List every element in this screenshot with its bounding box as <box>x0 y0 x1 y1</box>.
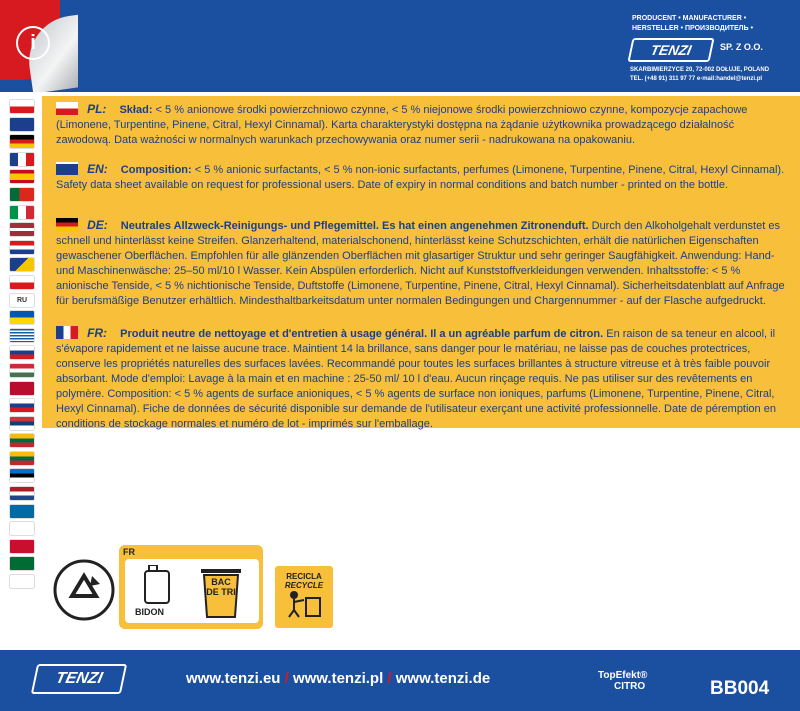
flag-pt-icon <box>10 188 34 201</box>
flag-lt-icon <box>10 434 34 447</box>
page-curl <box>0 0 78 92</box>
flag-ba-icon <box>10 258 34 271</box>
flag-es-icon <box>10 170 34 183</box>
url-separator: / <box>284 670 289 687</box>
flag-de-icon <box>56 218 78 231</box>
lang-text: < 5 % anionowe środki powierzchniowo czynne, < 5 % niejonowe środki powierzchniowo czynne, kompozycje zapachowe (Limonene, Turpentine, Pinene, Citral, Hexyl Cinnamal). Karta charakterystyki dostępna na żądanie użytkownika prowadzącego działalność zawodową. Data ważności w normalnych warunkach przechowywania oraz numer serii - nadrukowana na opakowaniu. <box>56 104 748 146</box>
flag-se-icon <box>10 505 34 518</box>
product-code: BB004 <box>710 678 770 699</box>
flag-dk-icon <box>10 540 34 553</box>
flag-cz-icon <box>10 276 34 289</box>
bac-de-tri-label: BAC DE TRI <box>206 577 236 597</box>
url-eu-link[interactable]: www.tenzi.eu <box>186 670 281 687</box>
recycle-label: RECYCLE <box>284 581 324 590</box>
company-suffix: SP. Z O.O. <box>720 42 763 52</box>
recicla-label: RECICLA <box>286 572 322 581</box>
lang-code: PL: <box>87 102 107 116</box>
flag-fr-icon <box>56 326 78 339</box>
lang-section-fr <box>56 326 786 432</box>
lang-code: DE: <box>87 218 108 232</box>
lang-text: En raison de sa teneur en alcool, il s'évapore rapidement et ne laisse aucune trace. Maintient 14 la brillance, sans danger pour le matériau, ne laisse pas de couches protectrices, conserve les propriétés naturelles des surfaces lavées. Recommandé pour toutes les surfaces brillantes à structure vitreuse et à très faible pouvoir absorbant. Mode d'emploi: Lavage à la main et en machine : 25-50 ml/ 10 l d'eau. Aucun rinçage requis. Ne pas utiliser sur des revêtements en polymère. Composition: < 5 % agents de surface anioniques, < 5 % agents de surface non ioniques, parfums (Limonene, Turpentine, Pinene, Citral, Hexyl Cinnamal). Fiche de données de sécurité disponible sur demande de l'utilisateur exerçant une activité professionnelle. Date de péremption en conditions de stockage normales et numéro de lot - imprimés sur l'emballage. <box>56 328 776 430</box>
lang-bold: Composition: <box>120 164 192 176</box>
flag-sidebar <box>10 100 34 593</box>
lang-code: EN: <box>87 162 108 176</box>
lang-bold: Produit neutre de nettoyage et d'entretien à usage général. Il a un agréable parfum de citron. <box>120 328 604 340</box>
product-line: TopEfekt® <box>598 670 648 681</box>
fr-sorting-box <box>119 545 263 629</box>
recicla-box <box>275 566 333 628</box>
tenzi-logo: TENZI <box>627 38 714 62</box>
url-de-link[interactable]: www.tenzi.de <box>395 670 491 687</box>
flag-ua-icon <box>10 311 34 324</box>
producer-line: PRODUCENT • MANUFACTURER • <box>632 15 747 22</box>
flag-pl-icon <box>10 100 34 113</box>
flag-gb-icon <box>10 118 34 131</box>
flag-rs-icon <box>10 417 34 430</box>
lang-bold: Neutrales Allzweck-Reinigungs- und Pflegemittel. Es hat einen angenehmen Zitronenduft. <box>120 220 589 232</box>
address-line: SKARBIMIERZYCE 20, 72-002 DOŁUJE, POLAND <box>630 67 770 73</box>
flag-lt2-icon <box>10 452 34 465</box>
lang-code: FR: <box>87 326 108 340</box>
lang-bold: Skład: <box>119 104 153 116</box>
flag-hr-icon <box>10 241 34 254</box>
flag-fi-icon <box>10 522 34 535</box>
lang-text: Durch den Alkoholgehalt verdunstet es schnell und hinterlässt keine Streifen. Glanzerhaltend, materialschonend, hinterlässt keine Schutzschichten, erhält die natürlichen Eigenschaften gewaschener Oberflächen. Empfohlen für alle glänzenden Oberflächen mit glasartiger Struktur und sehr geringer Saugfähigkeit. Anwendung: Hand- und Maschinenwäsche: 25–50 ml/10 l Wasser. Kein Abspülen erforderlich. Nicht auf Kunststoffverkleidungen verwenden. Inhaltsstoffe: < 5 % anionische Tenside, < 5 % nichtionische Tenside, Duftstoffe (Limonene, Turpentine, Pinene, Citral, Hexyl Cinnamal). Sicherheitsdatenblatt auf Anfrage für berufsmäßige Benutzer erhältlich. Mindesthaltbarkeitsdatum unter normalen Bedingungen und Chargennummer - auf der Flasche aufgedruckt. <box>56 220 785 307</box>
bidon-icon <box>143 565 171 605</box>
url-separator: / <box>387 670 392 687</box>
flag-sa-icon <box>10 557 34 570</box>
fr-label: FR <box>123 547 135 557</box>
flag-lv-icon <box>10 223 34 236</box>
producer-line: HERSTELLER • ПРОИЗВОДИТЕЛЬ • <box>632 25 754 32</box>
flag-nl-icon <box>10 487 34 500</box>
flag-gr-icon <box>10 329 34 342</box>
product-name <box>598 670 647 692</box>
recycle-icon <box>52 558 116 622</box>
producer-block <box>632 14 753 34</box>
footer-tenzi-logo[interactable]: TENZI <box>31 664 127 694</box>
address-block <box>630 66 769 84</box>
bidon-label: BIDON <box>135 607 164 617</box>
url-pl-link[interactable]: www.tenzi.pl <box>292 670 384 687</box>
flag-ee-icon <box>10 469 34 482</box>
flag-no-icon <box>10 382 34 395</box>
lang-section-pl <box>56 102 786 148</box>
url-list <box>186 670 490 687</box>
lang-section-en <box>56 162 786 193</box>
flag-il-icon <box>10 575 34 588</box>
flag-pl-icon <box>56 102 78 115</box>
flag-ru-icon: RU <box>10 294 34 307</box>
flag-sk-icon <box>10 346 34 359</box>
flag-gb-icon <box>56 162 78 175</box>
flag-si-icon <box>10 399 34 412</box>
info-icon[interactable]: i <box>16 26 50 60</box>
lang-section-de <box>56 218 786 309</box>
flag-de-icon <box>10 135 34 148</box>
flag-hu-icon <box>10 364 34 377</box>
tidyman-icon <box>284 590 324 618</box>
contact-line: TEL. (+48 91) 311 97 77 e-mail:handel@tenzi.pl <box>630 76 763 82</box>
flag-it-icon <box>10 206 34 219</box>
lang-text: < 5 % anionic surfactants, < 5 % non-ionic surfactants, perfumes (Limonene, Turpentine, Pinene, Citral, Hexyl Cinnamal). Safety data sheet available on request for professional users. Date of expiry in normal conditions and batch number - printed on the bottle. <box>56 164 785 191</box>
composition-panel <box>42 96 800 428</box>
flag-fr-icon <box>10 153 34 166</box>
product-variant: CITRO <box>614 681 646 692</box>
